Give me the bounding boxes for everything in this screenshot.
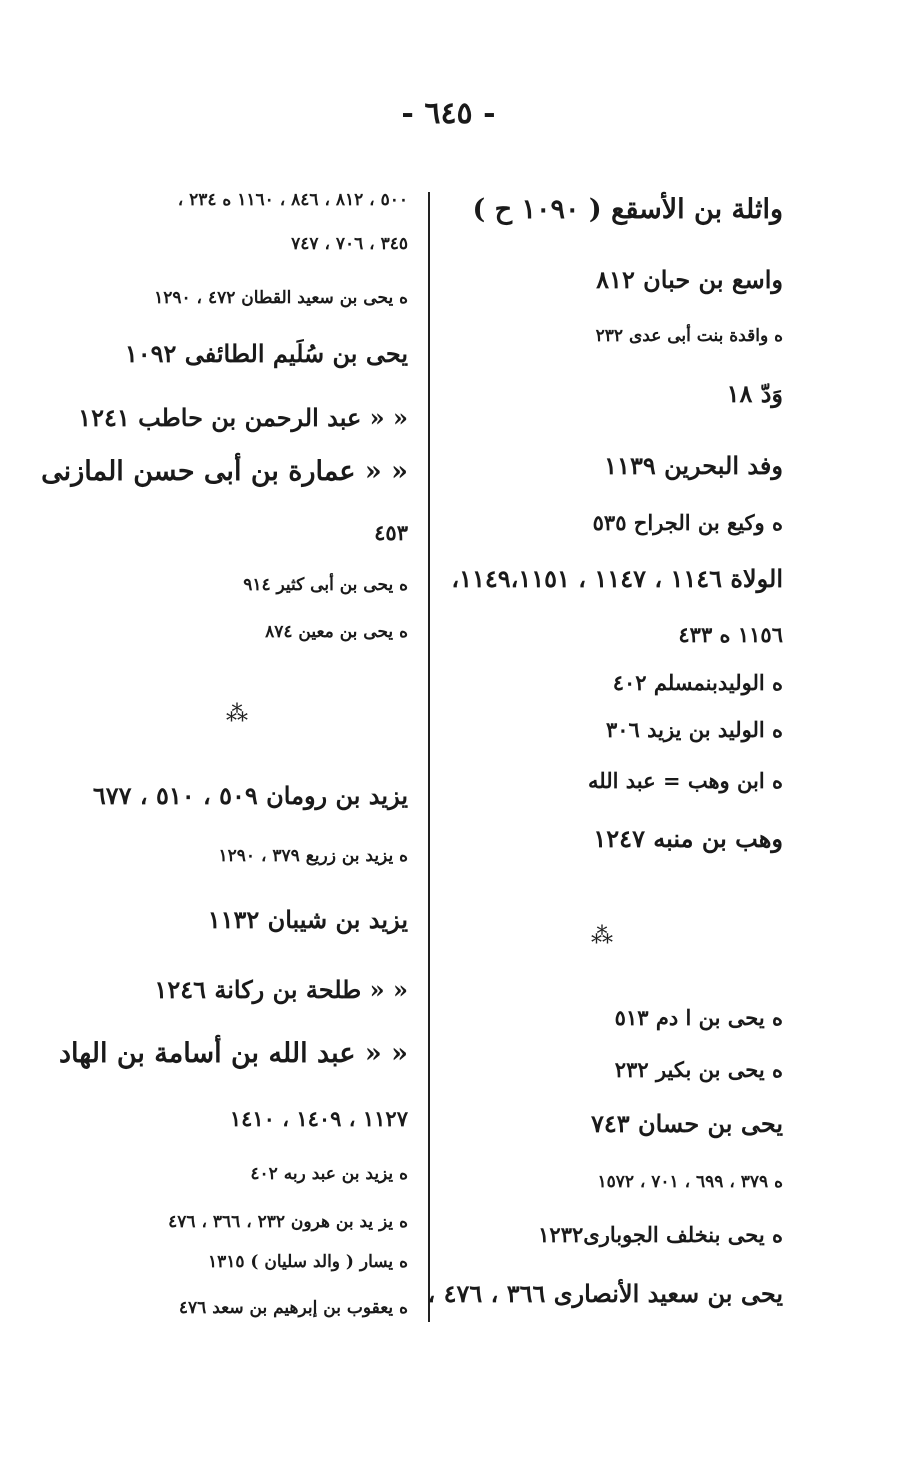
index-entry: وفد البحرين ١١٣٩ bbox=[604, 451, 783, 480]
index-entry: « « طلحة بن ركانة ١٢٤٦ bbox=[154, 975, 408, 1004]
index-entry: وَدّ ١٨ bbox=[726, 379, 783, 408]
index-entry: ه وكيع بن الجراح ٥٣٥ bbox=[592, 510, 783, 535]
index-entry: « « عبد الرحمن بن حاطب ١٢٤١ bbox=[78, 403, 408, 432]
index-entry: ه يحى بنخلف الجوبارى١٢٣٢ bbox=[538, 1222, 783, 1247]
index-entry: « « عبد الله بن أسامة بن الهاد bbox=[59, 1038, 408, 1069]
index-entry: واسع بن حبان ٨١٢ bbox=[596, 265, 783, 294]
index-entry: يحى بن سُلَيم الطائفى ١٠٩٢ bbox=[124, 339, 408, 368]
index-entry: يحى بن حسان ٧٤٣ bbox=[590, 1109, 783, 1138]
index-entry: ١١٢٧ ، ١٤٠٩ ، ١٤١٠ bbox=[229, 1106, 408, 1131]
index-entry: واثلة بن الأسقع ( ١٠٩٠ ح ) bbox=[472, 194, 783, 225]
index-entry: الولاة ١١٤٦ ، ١١٤٧ ، ١١٤٩،١١٥١، bbox=[451, 564, 783, 593]
index-entry: ه يحى بن بكير ٢٣٢ bbox=[614, 1057, 783, 1082]
ornament-star-icon: ⁂ bbox=[591, 924, 613, 949]
index-entry: ه يعقوب بن إبرهيم بن سعد ٤٧٦ bbox=[178, 1298, 408, 1318]
index-entry: ه ٣٧٩ ، ٦٩٩ ، ٧٠١ ، ١٥٧٢ bbox=[597, 1172, 783, 1192]
index-entry: ه واقدة بنت أبى عدى ٢٣٢ bbox=[595, 326, 783, 346]
index-entry: ه ابن وهب = عبد الله bbox=[588, 768, 783, 793]
index-entry: يزيد بن شيبان ١١٣٢ bbox=[207, 905, 408, 934]
index-entry: ه يحى بن أبى كثير ٩١٤ bbox=[243, 575, 408, 595]
index-entry: ه يحى بن سعيد القطان ٤٧٢ ، ١٢٩٠ bbox=[154, 288, 408, 308]
index-entry: ١١٥٦ ه ٤٣٣ bbox=[678, 622, 783, 647]
index-entry: ه يحى بن ا دم ٥١٣ bbox=[614, 1005, 783, 1030]
index-entry: ٣٤٥ ، ٧٠٦ ، ٧٤٧ bbox=[291, 234, 408, 254]
index-entry: ه الوليدبنمسلم ٤٠٢ bbox=[612, 670, 783, 695]
index-entry: « « عمارة بن أبى حسن المازنى bbox=[41, 456, 408, 487]
column-divider bbox=[428, 192, 430, 1322]
page-number: - ٦٤٥ - bbox=[401, 96, 496, 131]
index-entry: ٤٥٣ bbox=[374, 520, 408, 545]
index-entry: ه يسار ( والد سليان ) ١٣١٥ bbox=[207, 1252, 408, 1272]
index-entry: يزيد بن رومان ٥٠٩ ، ٥١٠ ، ٦٧٧ bbox=[92, 781, 408, 810]
index-entry: ه الوليد بن يزيد ٣٠٦ bbox=[605, 717, 783, 742]
index-entry: ه يزيد بن عبد ربه ٤٠٢ bbox=[250, 1164, 408, 1184]
index-entry: ٥٠٠ ، ٨١٢ ، ٨٤٦ ، ١١٦٠ ه ٢٣٤ ، bbox=[177, 190, 408, 210]
index-entry: ه يحى بن معين ٨٧٤ bbox=[265, 622, 408, 642]
index-entry: ه يزيد بن زريع ٣٧٩ ، ١٢٩٠ bbox=[218, 846, 408, 866]
index-entry: يحى بن سعيد الأنصارى ٣٦٦ ، ٤٧٦ ، bbox=[427, 1279, 783, 1308]
index-entry: وهب بن منبه ١٢٤٧ bbox=[593, 824, 783, 853]
index-entry: ه يز يد بن هرون ٢٣٢ ، ٣٦٦ ، ٤٧٦ bbox=[168, 1212, 408, 1232]
ornament-star-icon: ⁂ bbox=[226, 702, 248, 727]
